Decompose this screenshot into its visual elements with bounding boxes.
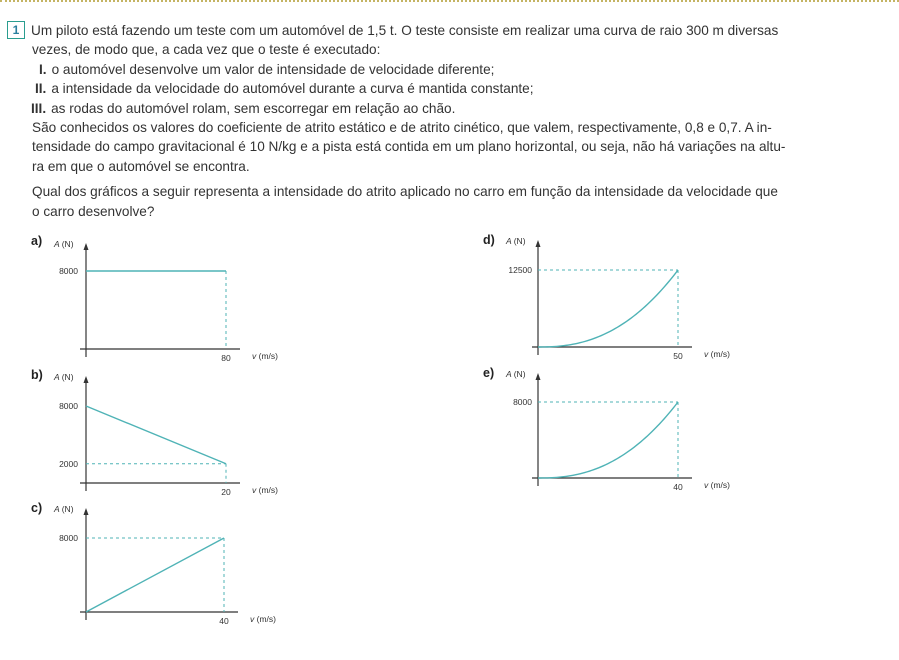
y-axis-label: A (N)	[506, 236, 526, 246]
y-tick-label: 12500	[508, 265, 532, 275]
y-tick-label-bottom: 2000	[59, 458, 78, 469]
item-ii: II. a intensidade da velocidade do automóvel durante a curva é mantida constante;	[35, 81, 534, 97]
paragraph-line-3: ra em que o automóvel se encontra.	[32, 158, 250, 174]
question-intro-line-1: 1 Um piloto está fazendo um teste com um automóvel de 1,5 t. O teste consiste em realizar uma curva de raio 300 m diversas	[7, 21, 887, 40]
y-axis-label: A (N)	[54, 239, 74, 249]
option-letter: b)	[31, 368, 43, 382]
item-iii: III. as rodas do automóvel rolam, sem escorregar em relação ao chão.	[31, 100, 456, 116]
series-line	[86, 406, 226, 464]
x-axis-label: v (m/s)	[252, 351, 278, 361]
series-curve	[538, 270, 678, 347]
y-axis-arrow	[84, 508, 89, 515]
ask-line-1: Qual dos gráficos a seguir representa a intensidade do atrito aplicado no carro em função da intensidade da velocidade que	[32, 184, 778, 200]
x-tick-label: 20	[221, 487, 231, 497]
graph-c	[31, 501, 276, 626]
x-axis-label: v (m/s)	[252, 485, 278, 495]
y-axis-arrow	[536, 373, 541, 380]
option-letter: e)	[483, 366, 495, 380]
y-tick-label: 8000	[59, 533, 78, 543]
question-intro-line-2: vezes, de modo que, a cada vez que o teste é executado:	[32, 42, 381, 58]
x-tick-label: 80	[221, 353, 231, 363]
option-letter: a)	[31, 234, 43, 248]
y-axis-label: A (N)	[54, 504, 74, 514]
x-axis-label: v (m/s)	[704, 349, 730, 359]
y-tick-label: 8000	[59, 266, 78, 276]
y-axis-arrow	[84, 243, 89, 250]
y-axis-arrow	[84, 376, 89, 383]
option-letter: c)	[31, 501, 43, 515]
item-i: I. o automóvel desenvolve um valor de intensidade de velocidade diferente;	[39, 61, 495, 77]
y-tick-label-top: 8000	[59, 401, 78, 411]
ask-line-2: o carro desenvolve?	[32, 203, 155, 219]
paragraph-line-2: tensidade do campo gravitacional é 10 N/kg e a pista está contida em um plano horizontal, ou seja, não há variações na altu-	[32, 139, 786, 155]
series-line	[86, 538, 224, 612]
question-number: 1	[7, 21, 25, 39]
series-curve	[538, 402, 678, 478]
paragraph-line-1: São conhecidos os valores do coeficiente de atrito estático e de atrito cinético, que valem, respectivamente, 0,8 e 0,7. A in-	[32, 120, 772, 136]
graph-d	[483, 233, 730, 361]
x-tick-label: 40	[673, 482, 683, 492]
y-axis-label: A (N)	[54, 372, 74, 382]
x-axis-label: v (m/s)	[250, 614, 276, 624]
x-tick-label: 40	[219, 616, 229, 626]
graph-b	[31, 368, 278, 497]
graph-a	[31, 234, 278, 363]
y-axis-label: A (N)	[506, 369, 526, 379]
x-axis-label: v (m/s)	[704, 480, 730, 490]
x-tick-label: 50	[673, 351, 683, 361]
option-letter: d)	[483, 233, 495, 247]
y-axis-arrow	[536, 240, 541, 247]
graph-e	[483, 366, 730, 492]
y-tick-label: 8000	[513, 397, 532, 407]
